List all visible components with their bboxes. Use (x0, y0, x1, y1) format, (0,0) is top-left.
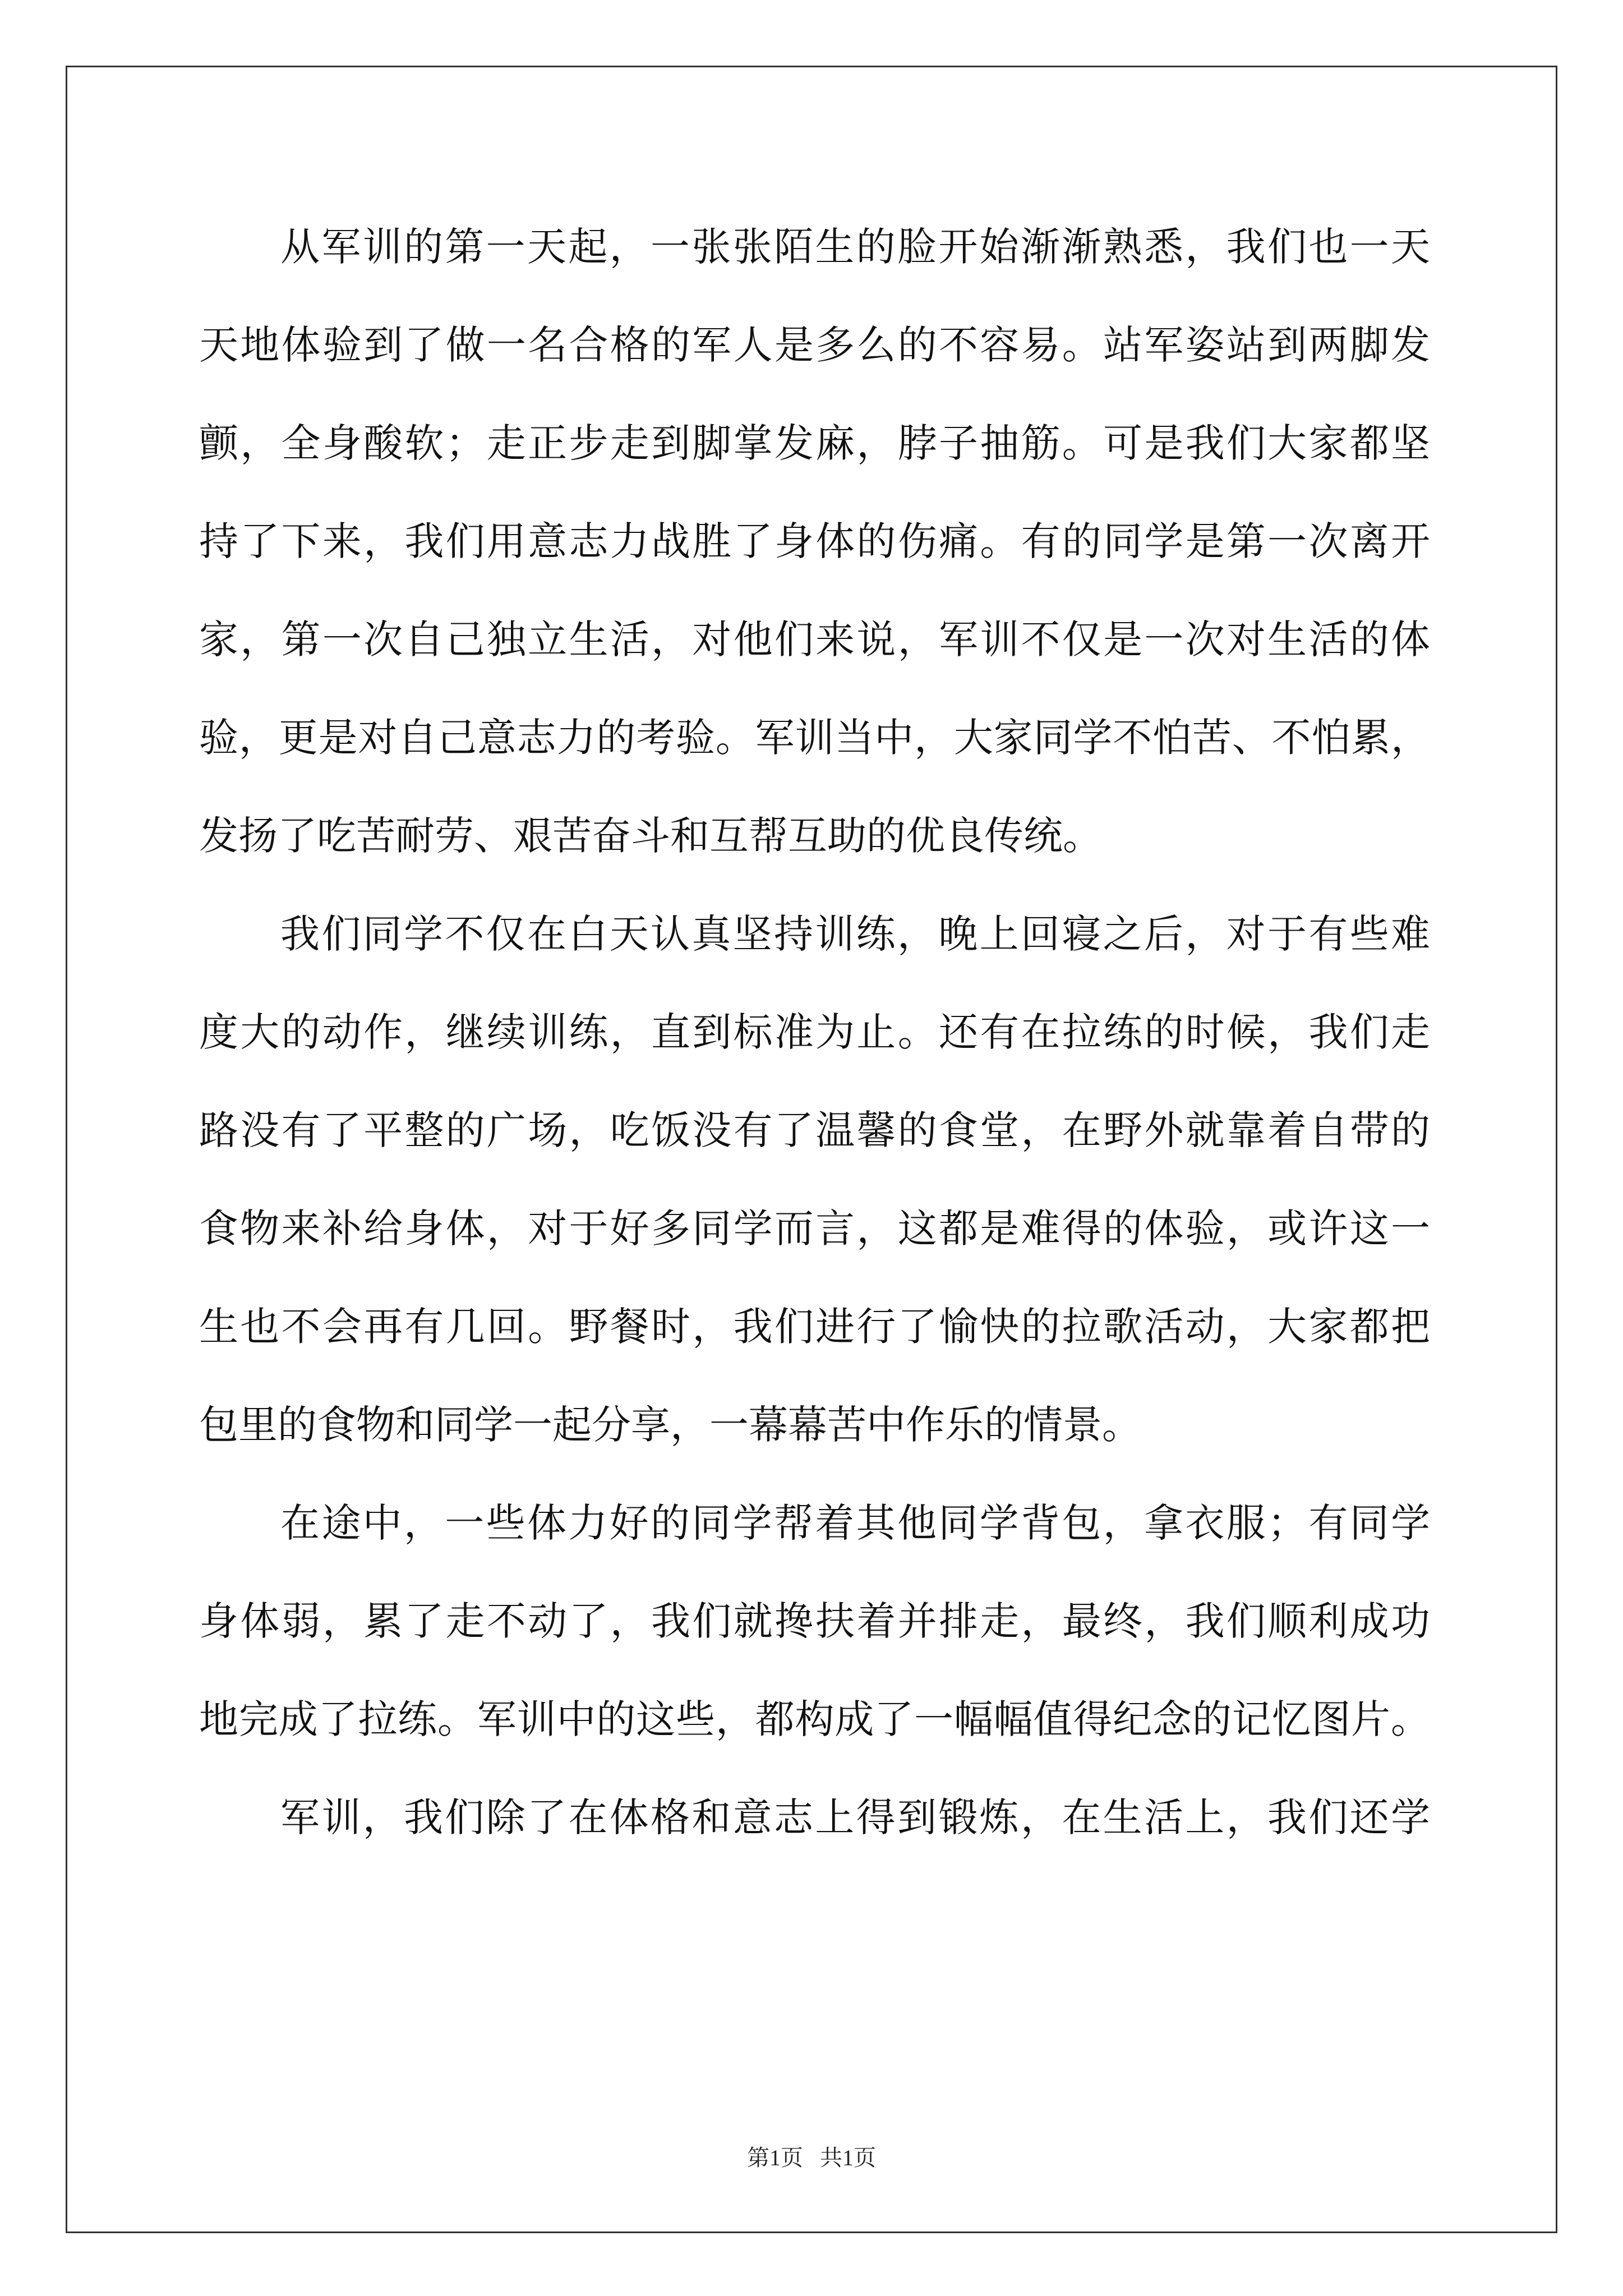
text-line: 在途中，一些体力好的同学帮着其他同学背包，拿衣服；有同学 (280, 1500, 1430, 1546)
text-line: 天地体验到了做一名合格的军人是多么的不容易。站军姿站到两脚发 (199, 322, 1430, 368)
document-body (199, 218, 1430, 1887)
page-number-footer: 第1页 共1页 (747, 2145, 876, 2170)
text-line: 验，更是对自己意志力的考验。军训当中，大家同学不怕苦、不怕累， (199, 715, 1430, 761)
text-line: 我们同学不仅在白天认真坚持训练，晚上回寝之后，对于有些难 (280, 911, 1430, 957)
text-line: 地完成了拉练。军训中的这些，都构成了一幅幅值得纪念的记忆图片。 (199, 1696, 1430, 1742)
text-line: 家，第一次自己独立生活，对他们来说，军训不仅是一次对生活的体 (199, 616, 1430, 662)
text-line: 颤，全身酸软；走正步走到脚掌发麻，脖子抽筋。可是我们大家都坚 (199, 420, 1430, 466)
text-line: 身体弱，累了走不动了，我们就搀扶着并排走，最终，我们顺利成功 (199, 1598, 1430, 1644)
text-line: 从军训的第一天起，一张张陌生的脸开始渐渐熟悉，我们也一天 (280, 224, 1430, 270)
text-line: 食物来补给身体，对于好多同学而言，这都是难得的体验，或许这一 (199, 1205, 1430, 1251)
text-line: 持了下来，我们用意志力战胜了身体的伤痛。有的同学是第一次离开 (199, 518, 1430, 564)
text-line: 路没有了平整的广场，吃饭没有了温馨的食堂，在野外就靠着自带的 (199, 1107, 1430, 1153)
text-line: 生也不会再有几回。野餐时，我们进行了愉快的拉歌活动，大家都把 (199, 1304, 1430, 1350)
text-line: 发扬了吃苦耐劳、艰苦奋斗和互帮互助的优良传统。 (199, 813, 1102, 859)
text-line: 包里的食物和同学一起分享，一幕幕苦中作乐的情景。 (199, 1402, 1141, 1448)
text-line: 军训，我们除了在体格和意志上得到锻炼，在生活上，我们还学 (280, 1795, 1430, 1841)
text-line: 度大的动作，继续训练，直到标准为止。还有在拉练的时候，我们走 (199, 1009, 1430, 1055)
